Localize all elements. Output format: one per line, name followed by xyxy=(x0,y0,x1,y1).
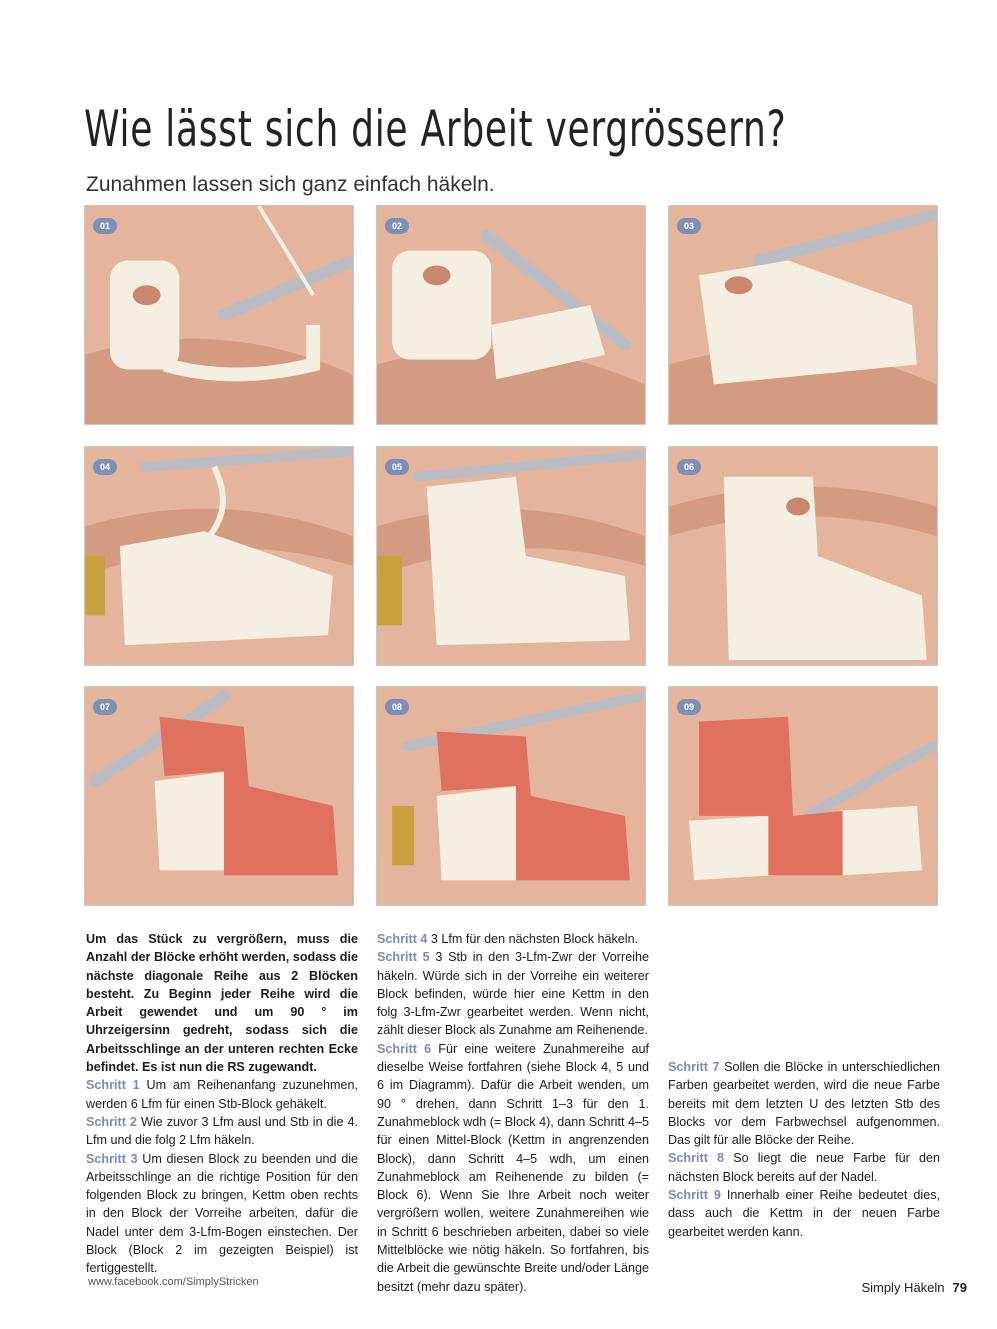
step-photo-04 xyxy=(84,446,354,666)
text-column-2 xyxy=(377,930,649,1296)
photo-number-badge: 08 xyxy=(385,699,409,715)
step-photo-08 xyxy=(376,686,646,906)
step-label: Schritt 9 xyxy=(668,1188,721,1203)
photo-grid xyxy=(84,205,940,905)
step-photo-01 xyxy=(84,205,354,425)
footer-url[interactable]: www.facebook.com/SimplyStricken xyxy=(88,1276,259,1288)
photo-number-badge: 03 xyxy=(677,218,701,234)
page-title: Wie lässt sich die Arbeit vergrössern? xyxy=(84,100,787,158)
step-text: Innerhalb einer Reihe bedeutet dies, dass auch die Kettm in der neuen Farbe gearbeitet werden kann. xyxy=(668,1188,941,1239)
crochet-photo-illustration xyxy=(85,206,353,424)
step-photo-05 xyxy=(376,446,646,666)
photo-number-badge: 01 xyxy=(93,218,117,234)
photo-number-badge: 02 xyxy=(385,218,409,234)
step-text: Sollen die Blöcke in unterschiedlichen Farben gearbeitet werden, wird die neue Farbe bereits mit dem letzten U des letzten Stb des Blocks vor dem Farbwechsel aufgenommen. Das gilt für alle Blöcke der Reihe. xyxy=(668,1060,940,1148)
step-text: Um diesen Block zu beenden und die Arbeitsschlinge an die richtige Position für den folgenden Block zu bringen, Kettm oben rechts in den Block der Vorreihe arbeiten, dafür die Nadel unter dem 3-Lfm-Bogen einstechen. Der Block (Block 2 im gezeigten Beispiel) ist fertiggestellt. xyxy=(86,1151,359,1276)
step-text: Für eine weitere Zunahmereihe auf dieselbe Weise fortfahren (siehe Block 4, 5 und 6 im Diagramm). Dafür die Arbeit wenden, um 90 ° drehen, dann Schritt 1–3 für den 1. Zunahmeblock wdh (= Block 4), dann Schritt 4–5 für einen Mittel-Block (Kettm in angrenzenden Block), dann Schritt 4–5 wdh, um einen Zunahmeblock am Reihenende zu bilden (= Block 6). Wenn Sie Ihre Arbeit noch weiter vergrößern wollen, weitere Zunahmereihen wie in Schritt 6 beschrieben arbeiten, dabei so viele Mittelblöcke wie nötig häkeln. So fortfahren, bis die Arbeit die gewünschte Breite und/oder Länge besitzt (mehr dazu später). xyxy=(377,1041,650,1294)
step-label: Schritt 1 xyxy=(86,1078,140,1093)
step-text: 3 Lfm für den nächsten Block häkeln. xyxy=(430,932,639,946)
crochet-photo-illustration xyxy=(377,687,645,905)
crochet-photo-illustration xyxy=(377,206,645,424)
step-label: Schritt 2 xyxy=(86,1114,137,1129)
step-photo-07 xyxy=(84,686,354,906)
step-photo-09 xyxy=(668,686,938,906)
step-text: 3 Stb in den 3-Lfm-Zwr der Vorreihe häkeln. Würde sich in der Vorreihe ein weiterer Block befinden, würde hier eine Kettm in den folg 3-Lfm-Zwr gearbeitet werden. Wenn nicht, zählt dieser Block als Zunahme am Reihenende. xyxy=(377,950,650,1038)
crochet-photo-illustration xyxy=(85,447,353,665)
crochet-photo-illustration xyxy=(669,687,937,905)
step-label: Schritt 6 xyxy=(377,1041,432,1056)
crochet-photo-illustration xyxy=(377,447,645,665)
photo-number-badge: 09 xyxy=(677,699,701,715)
step-label: Schritt 7 xyxy=(668,1060,720,1074)
crochet-photo-illustration xyxy=(85,687,353,905)
text-column-1 xyxy=(86,930,358,1278)
page-subtitle: Zunahmen lassen sich ganz einfach häkeln. xyxy=(86,173,495,196)
text-column-3 xyxy=(668,1058,940,1241)
page-number: 79 xyxy=(952,1280,967,1295)
crochet-photo-illustration xyxy=(669,447,937,665)
step-photo-03 xyxy=(668,205,938,425)
photo-number-badge: 06 xyxy=(677,459,701,475)
step-label: Schritt 8 xyxy=(668,1151,725,1166)
step-text: Um am Reihenanfang zuzunehmen, werden 6 Lfm für einen Stb-Block gehäkelt. xyxy=(86,1078,358,1111)
step-text: Wie zuvor 3 Lfm ausl und Stb in die 4. Lfm und die folg 2 Lfm häkeln. xyxy=(86,1114,358,1148)
photo-number-badge: 07 xyxy=(93,699,117,715)
crochet-photo-illustration xyxy=(669,206,937,424)
step-label: Schritt 4 xyxy=(377,932,428,946)
step-label: Schritt 5 xyxy=(377,950,430,965)
footer-pagination xyxy=(861,1280,967,1295)
magazine-name: Simply Häkeln xyxy=(861,1280,945,1295)
step-photo-02 xyxy=(376,205,646,425)
step-text: So liegt die neue Farbe für den nächsten Block bereits auf der Nadel. xyxy=(668,1151,941,1184)
photo-number-badge: 04 xyxy=(93,459,117,475)
step-label: Schritt 3 xyxy=(86,1151,138,1166)
step-photo-06 xyxy=(668,446,938,666)
photo-number-badge: 05 xyxy=(385,459,409,475)
intro-paragraph: Um das Stück zu vergrößern, muss die Anzahl der Blöcke erhöht werden, sodass die nächste diagonale Reihe aus 2 Blöcken besteht. Zu Beginn jeder Reihe wird die Arbeit gewendet und um 90 ° im Uhrzeigersinn gedreht, sodass sich die Arbeitsschlinge an der unteren rechten Ecke befindet. Es ist nun die RS zugewandt. xyxy=(86,932,358,1075)
